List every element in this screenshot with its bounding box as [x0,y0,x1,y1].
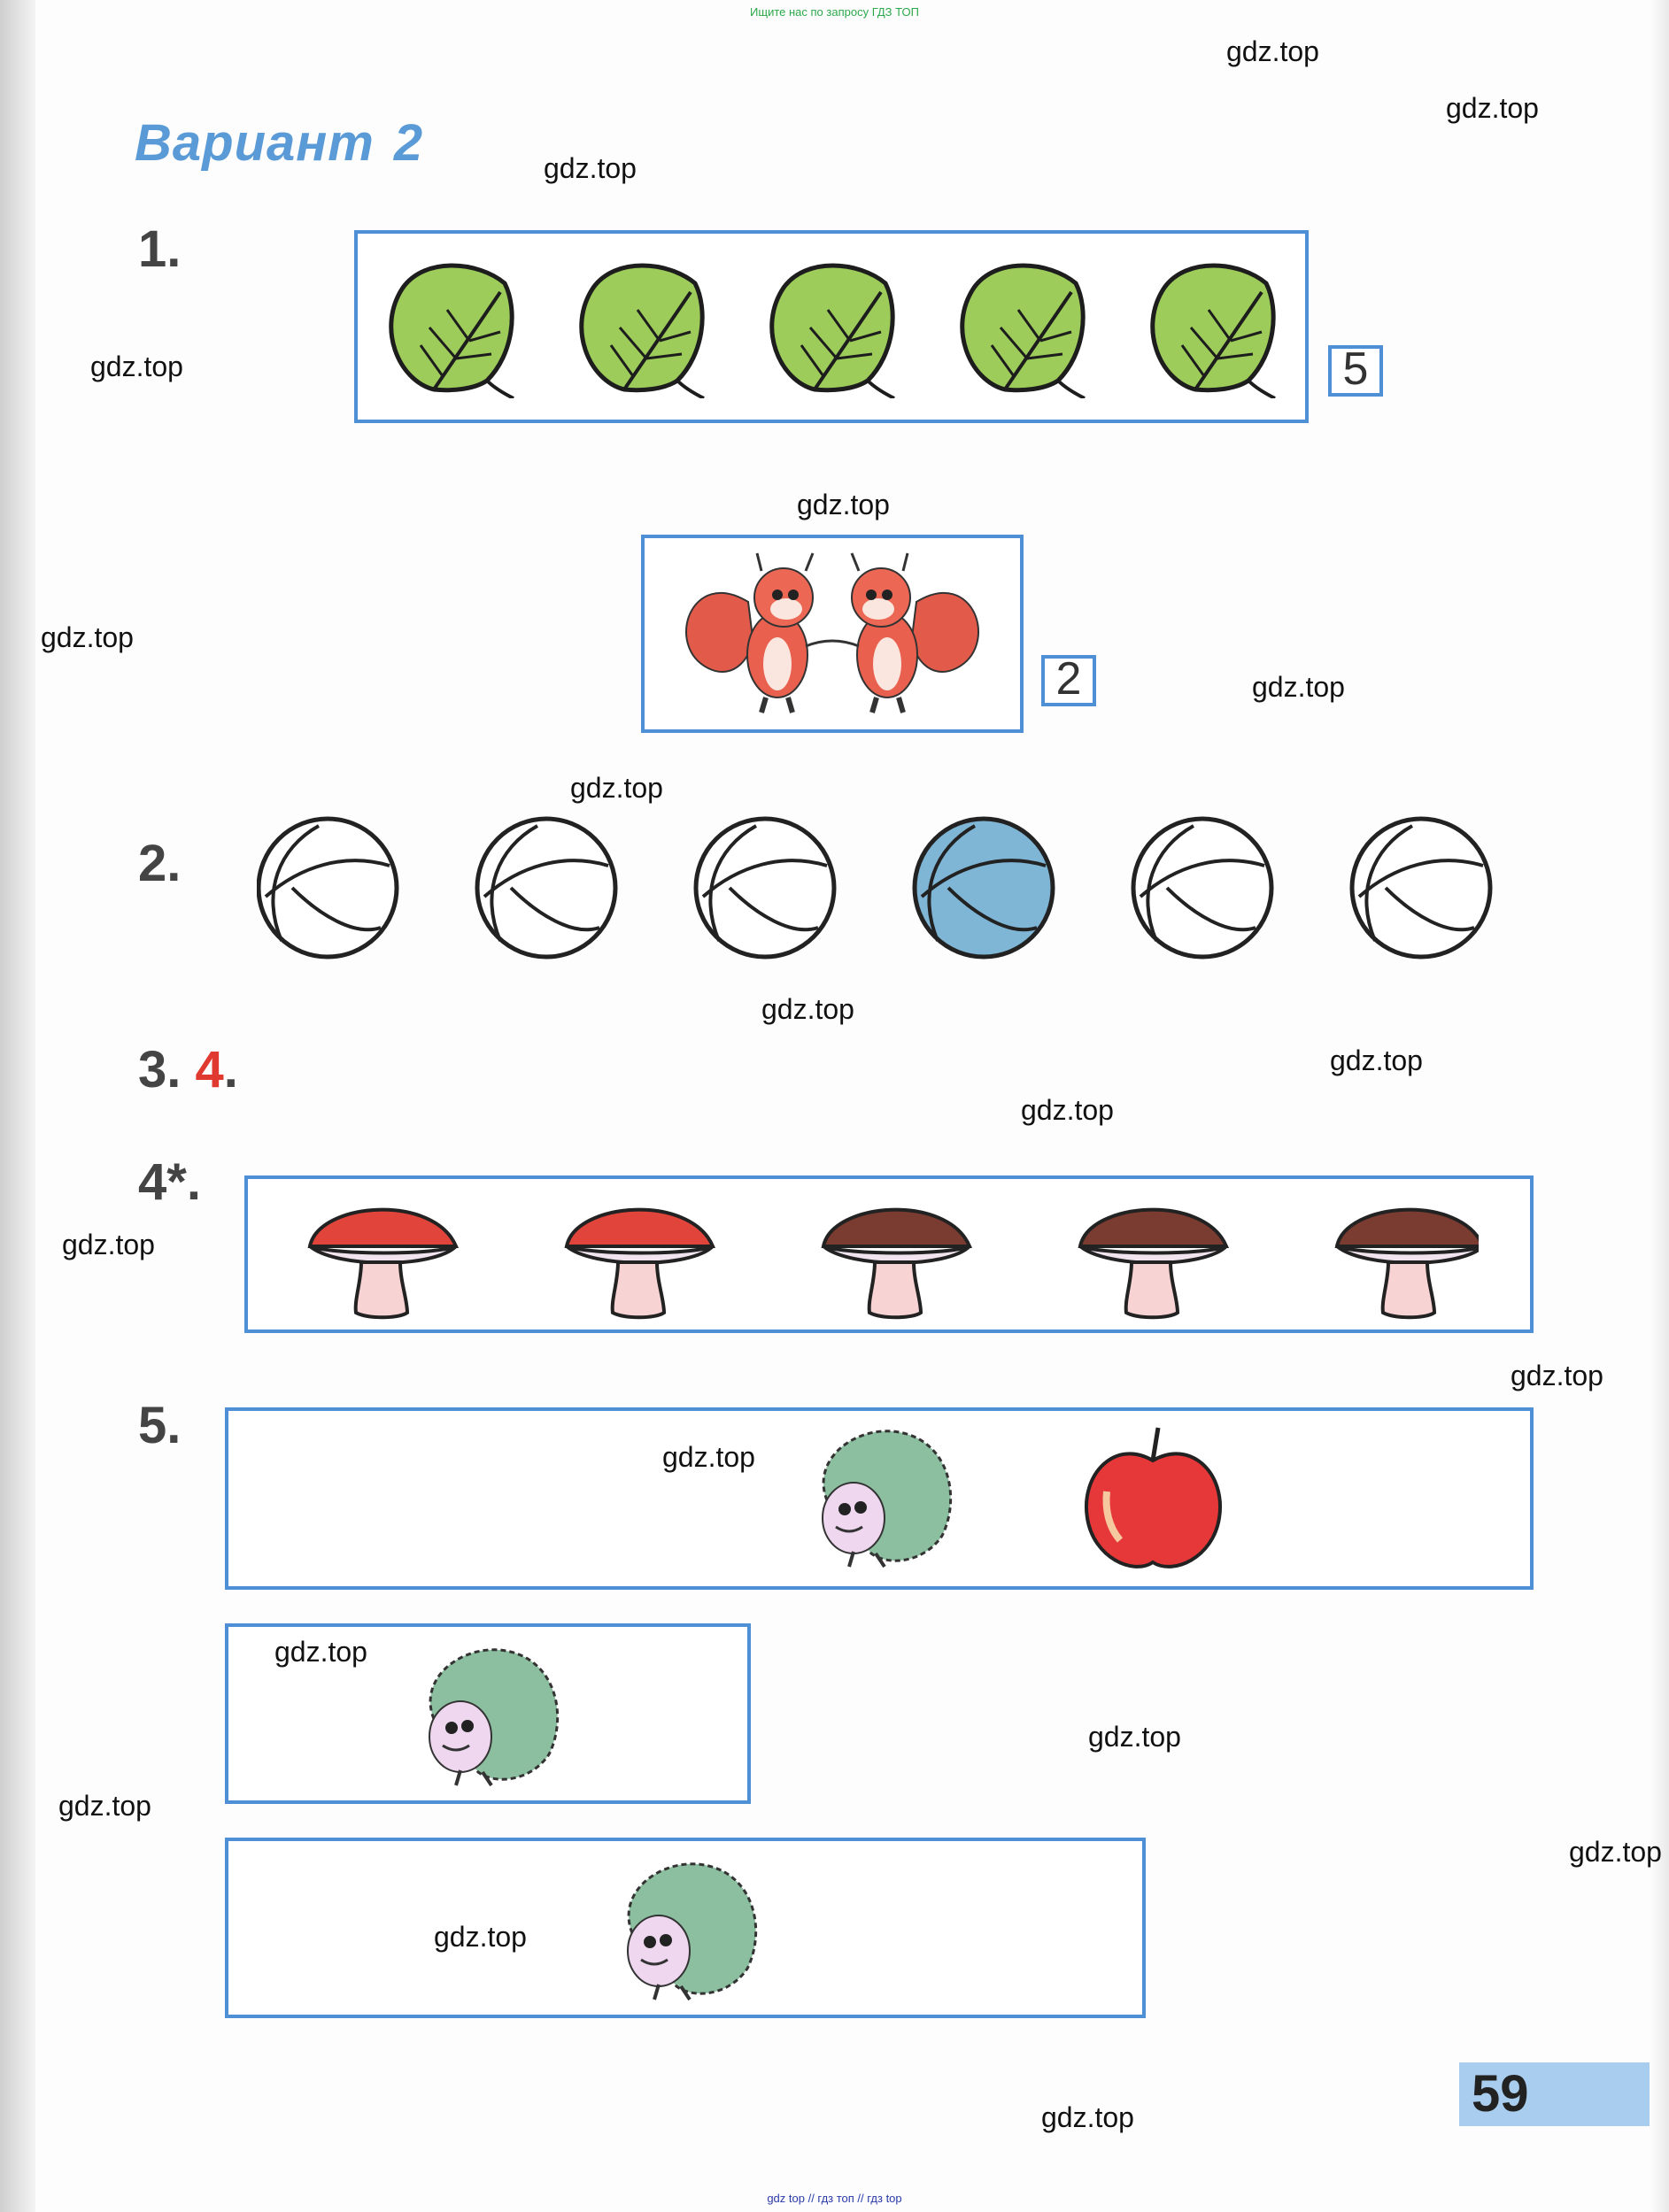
mushroom-icon-brown [1080,1210,1226,1318]
watermark: gdz.top [41,621,134,653]
watermark: gdz.top [1226,35,1319,67]
watermark: gdz.top [1252,671,1345,703]
watermark: gdz.top [1021,1094,1114,1126]
watermark: gdz.top [1088,1721,1181,1753]
watermark: gdz.top [1511,1360,1603,1391]
watermark: gdz.top [58,1790,151,1822]
watermark: gdz.top [274,1636,367,1668]
leaves-group [381,257,1284,398]
hedgehog-icon [416,1639,567,1790]
leaf-icon [962,266,1085,398]
watermark: gdz.top [1569,1836,1662,1868]
mushroom-icon-brown [823,1210,970,1318]
watermark: gdz.top [1330,1044,1423,1076]
apple-icon [1080,1421,1226,1576]
task-5-label: 5. [138,1397,182,1454]
watermark: gdz.top [797,489,890,520]
title-number: 2 [393,114,424,172]
task-2-label: 2. [138,835,182,892]
page-edge-shadow [1650,0,1669,2212]
task-3-number: 3. [138,1041,182,1098]
watermark: gdz.top [434,1921,527,1953]
mushroom-icon-red [567,1210,713,1318]
mushrooms-row [292,1184,1479,1326]
watermark: gdz.top [761,993,854,1025]
watermark: gdz.top [662,1441,755,1473]
ball-icon-blue [915,819,1053,957]
mushroom-icon-brown [1337,1210,1479,1318]
task-1-label: 1. [138,220,182,278]
ball-icon [1133,819,1271,957]
watermark: gdz.top [544,152,637,184]
task-3-answer: 4 [195,1041,224,1098]
footer-note: gdz top // гдз топ // гдз top [767,2192,902,2205]
title-word: Вариант [135,114,375,172]
ball-icon [259,819,397,957]
answer-box-leaves: 5 [1328,345,1383,397]
answer-box-squirrels: 2 [1041,655,1096,706]
hedgehog-icon [809,1421,960,1571]
leaf-icon [1153,266,1275,398]
leaf-icon [391,266,514,398]
page-number: 59 [1459,2062,1650,2126]
page-title [135,113,423,173]
header-note: Ищите нас по запросу ГДЗ ТОП [750,5,919,19]
book-spine-shadow [0,0,35,2212]
task-3-label [138,1040,238,1099]
squirrel-icon [806,553,978,713]
squirrels-picture [673,549,992,721]
ball-icon [696,819,834,957]
leaf-icon [582,266,704,398]
task-4-label: 4*. [138,1153,201,1211]
balls-row [257,813,1496,967]
watermark: gdz.top [570,772,663,804]
task-3-dot: . [223,1041,238,1098]
leaf-icon [772,266,894,398]
watermark: gdz.top [90,351,183,382]
watermark: gdz.top [62,1229,155,1260]
watermark: gdz.top [1041,2101,1134,2133]
mushroom-icon-red [310,1210,456,1318]
ball-icon [1352,819,1490,957]
squirrel-icon [686,553,813,713]
hedgehog-icon [614,1854,765,2004]
ball-icon [477,819,615,957]
watermark: gdz.top [1446,92,1539,124]
